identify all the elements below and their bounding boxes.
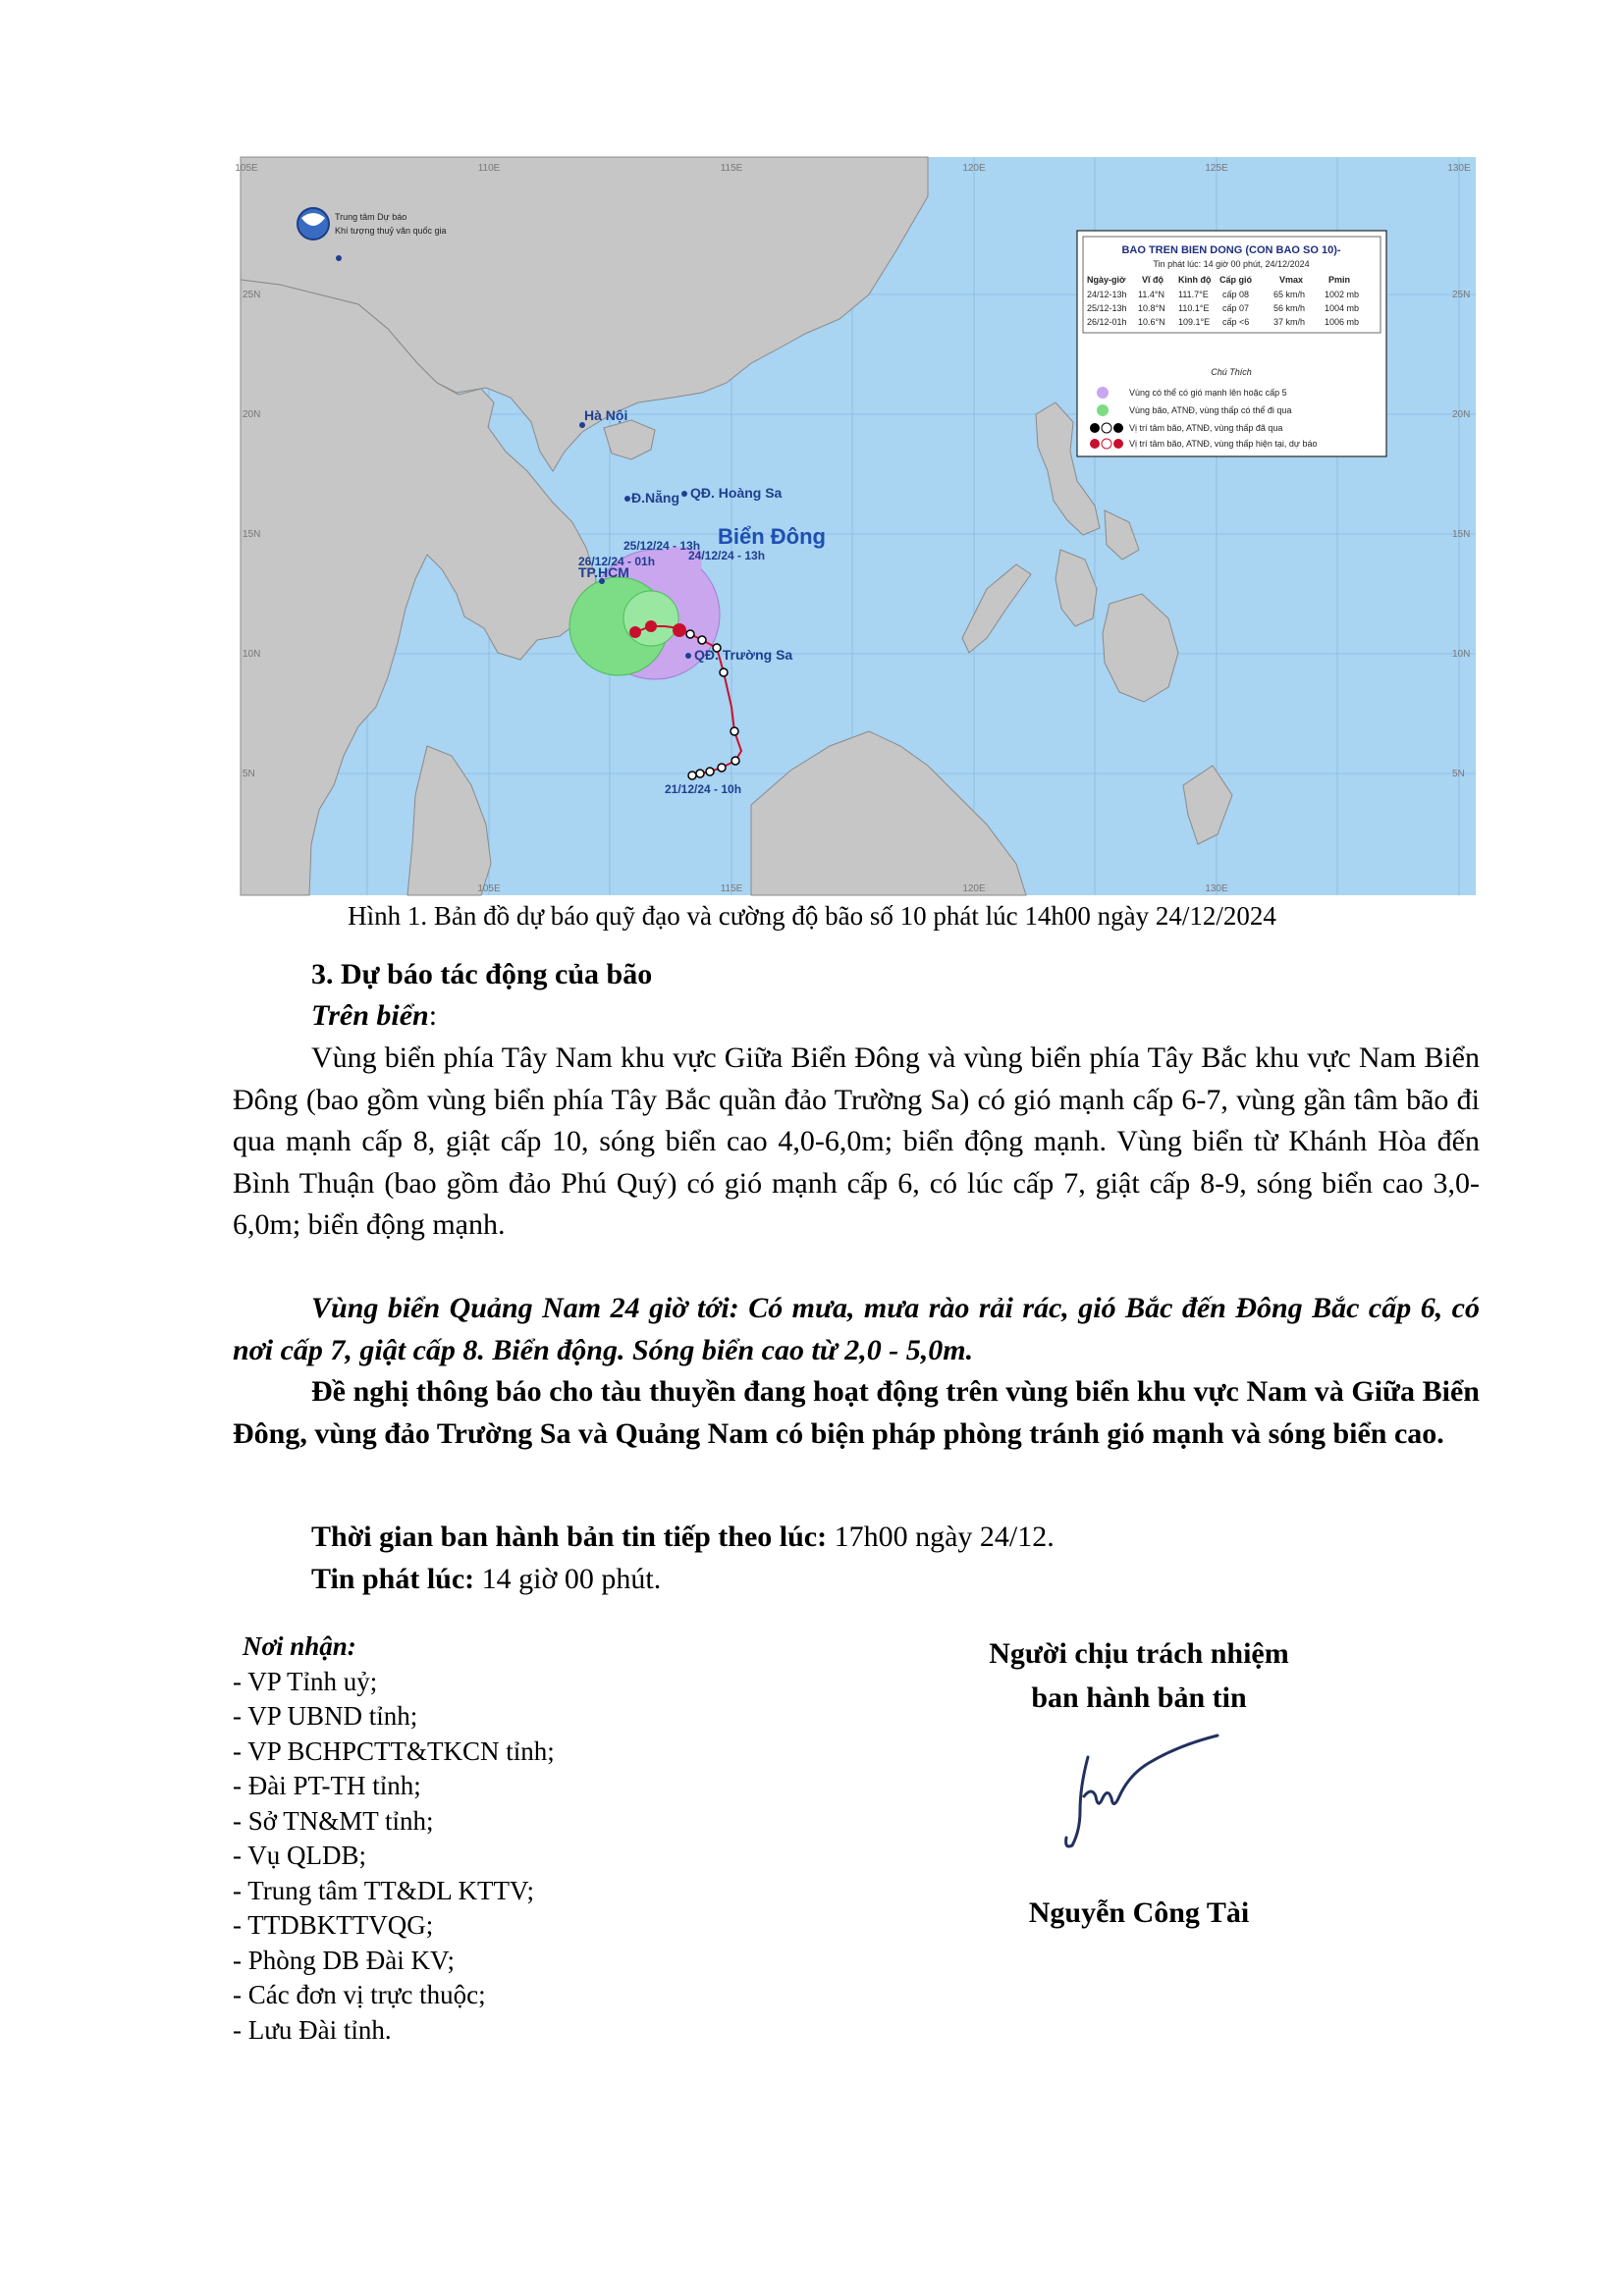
- figure-caption: Hình 1. Bản đồ dự báo quỹ đạo và cường độ bão số 10 phát lúc 14h00 ngày 24/12/2024: [348, 901, 1276, 931]
- legend-item: Vùng bão, ATNĐ, vùng thấp có thể đi qua: [1129, 405, 1292, 415]
- list-item: - Sở TN&MT tỉnh;: [233, 1805, 434, 1836]
- list-item: - Phòng DB Đài KV;: [233, 1945, 455, 1975]
- label-hoangsa: QĐ. Hoàng Sa: [690, 485, 783, 501]
- list-item: - VP BCHPCTT&TKCN tỉnh;: [233, 1735, 555, 1766]
- legend-past-symbols: [1090, 423, 1123, 433]
- svg-text:115E: 115E: [720, 163, 743, 174]
- svg-text:25N: 25N: [1452, 290, 1471, 300]
- recipients-title: Nơi nhận:: [243, 1631, 356, 1661]
- svg-text:11.4°N: 11.4°N: [1138, 290, 1164, 299]
- green-storm-zone-inner: [623, 591, 678, 646]
- svg-text:105E: 105E: [477, 883, 501, 894]
- legend-item: Vùng có thể có gió mạnh lên hoặc cấp 5: [1129, 388, 1287, 398]
- svg-text:Cấp gió: Cấp gió: [1219, 275, 1252, 285]
- svg-text:Ngày-giờ: Ngày-giờ: [1087, 275, 1126, 285]
- svg-text:109.1°E: 109.1°E: [1178, 317, 1211, 327]
- logo-line-2: Khí tượng thuỷ văn quốc gia: [335, 226, 447, 236]
- list-item: - TTDBKTTVQG;: [233, 1910, 434, 1940]
- svg-text:20N: 20N: [243, 409, 261, 420]
- list-item: - VP UBND tỉnh;: [233, 1701, 418, 1731]
- list-item: - Lưu Đài tỉnh.: [233, 2014, 392, 2045]
- storm-forecast-36h-icon: [629, 626, 641, 638]
- svg-text:65 km/h: 65 km/h: [1273, 290, 1306, 299]
- storm-forecast-24h-icon: [645, 620, 657, 632]
- section-subheading: [311, 995, 1558, 1038]
- svg-text:10.8°N: 10.8°N: [1138, 303, 1165, 313]
- signer-line-2: ban hành bản tin: [1031, 1682, 1247, 1714]
- legend-item: Vị trí tâm bão, ATNĐ, vùng thấp hiện tại, dự báo: [1129, 439, 1318, 449]
- svg-text:1004 mb: 1004 mb: [1325, 303, 1360, 313]
- svg-text:10N: 10N: [243, 649, 261, 660]
- svg-text:111.7°E: 111.7°E: [1178, 290, 1209, 299]
- label-danang: Đ.Nẵng: [631, 490, 679, 506]
- svg-text:10N: 10N: [1452, 649, 1471, 660]
- svg-text:20N: 20N: [1452, 409, 1471, 420]
- storm-info-box: [1077, 231, 1386, 456]
- svg-text:37 km/h: 37 km/h: [1273, 317, 1306, 327]
- track-label: 24/12/24 - 13h: [688, 549, 766, 562]
- list-item: - Vụ QLDB;: [233, 1841, 367, 1870]
- svg-text:105E: 105E: [235, 163, 258, 174]
- list-item: - Trung tâm TT&DL KTTV;: [233, 1875, 534, 1905]
- svg-text:25N: 25N: [243, 290, 261, 300]
- svg-text:110.1°E: 110.1°E: [1178, 303, 1210, 313]
- svg-text:130E: 130E: [1205, 883, 1228, 894]
- list-item: - VP Tỉnh uỷ;: [233, 1666, 378, 1696]
- section-heading: 3. Dự báo tác động của bão: [311, 958, 653, 990]
- label-bien-dong: Biển Đông: [718, 524, 826, 549]
- svg-text:26/12-01h: 26/12-01h: [1087, 317, 1127, 327]
- storm-track-map: [235, 157, 1476, 895]
- list-item: - Đài PT-TH tỉnh;: [233, 1771, 421, 1800]
- issued-line: [311, 1559, 1558, 1601]
- svg-text:1002 mb: 1002 mb: [1325, 290, 1360, 299]
- svg-text:10.6°N: 10.6°N: [1138, 317, 1165, 327]
- svg-text:cấp 07: cấp 07: [1222, 303, 1250, 313]
- info-subtitle: Tin phát lúc: 14 giờ 00 phút, 24/12/2024: [1153, 259, 1310, 269]
- handwritten-signature: [1051, 1728, 1227, 1865]
- legend-swatch-purple: [1097, 387, 1109, 399]
- legend-forecast-symbols: [1090, 439, 1123, 449]
- svg-text:120E: 120E: [962, 163, 986, 174]
- next-bulletin-line: [311, 1517, 1558, 1559]
- signer-title: [903, 1631, 1375, 1720]
- svg-text:120E: 120E: [962, 883, 986, 894]
- next-bulletin-value: 17h00 ngày 24/12.: [827, 1521, 1055, 1553]
- svg-text:15N: 15N: [243, 529, 261, 540]
- list-item: - Các đơn vị trực thuộc;: [233, 1980, 486, 2009]
- svg-text:Kinh độ: Kinh độ: [1178, 275, 1212, 285]
- svg-text:cấp 08: cấp 08: [1222, 290, 1250, 299]
- svg-text:Vĩ độ: Vĩ độ: [1142, 275, 1164, 285]
- legend-swatch-green: [1097, 404, 1109, 416]
- svg-text:5N: 5N: [1452, 769, 1465, 779]
- logo-line-1: Trung tâm Dự báo: [335, 212, 407, 222]
- svg-text:24/12-13h: 24/12-13h: [1087, 290, 1127, 299]
- svg-text:15N: 15N: [1452, 529, 1471, 540]
- svg-text:110E: 110E: [477, 163, 501, 174]
- signer-line-1: Người chịu trách nhiệm: [989, 1637, 1289, 1670]
- svg-text:Pmin: Pmin: [1328, 275, 1351, 285]
- info-title: BAO TREN BIEN DONG (CON BAO SO 10)-: [1121, 244, 1341, 256]
- legend-item: Vị trí tâm bão, ATNĐ, vùng thấp đã qua: [1129, 423, 1283, 433]
- svg-text:1006 mb: 1006 mb: [1325, 317, 1360, 327]
- svg-text:cấp <6: cấp <6: [1222, 317, 1250, 327]
- svg-text:5N: 5N: [243, 769, 255, 779]
- svg-text:115E: 115E: [720, 883, 743, 894]
- subheading-colon: :: [428, 999, 438, 1032]
- svg-text:125E: 125E: [1205, 163, 1228, 174]
- paragraph-sea-conditions: Vùng biển phía Tây Nam khu vực Giữa Biển Đông và vùng biển phía Tây Bắc khu vực Nam Biển Đông (bao gồm vùng biển phía Tây Bắc quần đảo Trường Sa) có gió mạnh cấp 6-7, vùng gần tâm bão đi qua mạnh cấp 8, giật cấp 10, sóng biển cao 4,0-6,0m; biển động mạnh. Vùng biển từ Khánh Hòa đến Bình Thuận (bao gồm đảo Phú Quý) có gió mạnh cấp 6, có lúc cấp 7, giật cấp 8-9, sóng biển cao 3,0-6,0m; biển động mạnh.: [233, 1041, 1480, 1241]
- track-label: 25/12/24 - 13h: [623, 539, 701, 553]
- paragraph-recommendation: Đề nghị thông báo cho tàu thuyền đang hoạt động trên vùng biển khu vực Nam và Giữa Biển Đông, vùng đảo Trường Sa và Quảng Nam có biện pháp phòng tránh gió mạnh và sóng biển cao.: [233, 1375, 1480, 1450]
- track-label: 26/12/24 - 01h: [578, 555, 656, 568]
- svg-text:56 km/h: 56 km/h: [1273, 303, 1306, 313]
- next-bulletin-label: Thời gian ban hành bản tin tiếp theo lúc:: [311, 1521, 828, 1553]
- svg-text:Vmax: Vmax: [1279, 275, 1304, 285]
- recipients-list: [233, 1629, 555, 2048]
- issued-value: 14 giờ 00 phút.: [474, 1563, 662, 1595]
- label-hanoi: Hà Nội: [584, 407, 628, 423]
- svg-text:25/12-13h: 25/12-13h: [1087, 303, 1127, 313]
- issued-label: Tin phát lúc:: [311, 1563, 475, 1595]
- track-label: 21/12/24 - 10h: [665, 782, 742, 796]
- legend-title: Chú Thích: [1211, 367, 1252, 377]
- paragraph-quang-nam: Vùng biển Quảng Nam 24 giờ tới: Có mưa, mưa rào rải rác, gió Bắc đến Đông Bắc cấp 6, có nơi cấp 7, giật cấp 8. Biển động. Sóng biển cao từ 2,0 - 5,0m.: [233, 1292, 1480, 1366]
- storm-current-position-icon: [673, 623, 686, 637]
- label-hcm: TP.HCM: [578, 564, 629, 580]
- label-truongsa: QĐ. Trường Sa: [694, 647, 793, 663]
- signer-name: Nguyễn Công Tài: [1028, 1896, 1250, 1929]
- subheading-text: Trên biển: [311, 999, 429, 1032]
- svg-text:130E: 130E: [1447, 163, 1471, 174]
